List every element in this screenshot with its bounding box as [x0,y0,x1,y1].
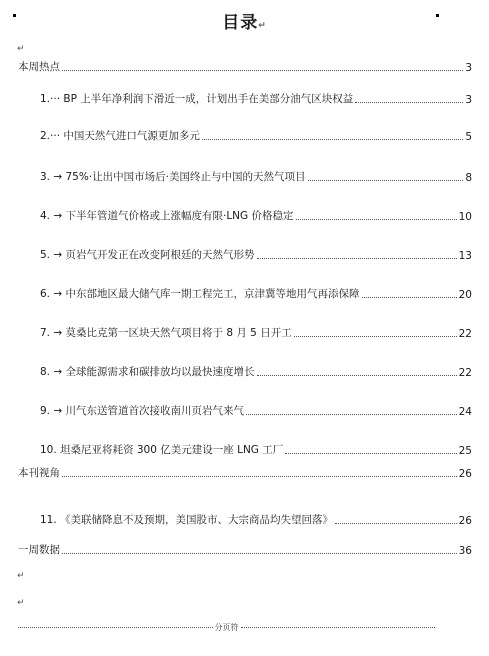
page-break-marker [18,621,435,633]
toc-entry-text: 2.··· 中国天然气进口气源更加多元 [40,130,200,142]
toc-entry-text: 6. → 中东部地区最大储气库一期工程完工，京津冀等地用气再添保障 [40,288,360,300]
toc-entry-page: 3 [465,94,472,106]
dot-leader [202,138,463,140]
dot-leader [308,179,464,181]
toc-entry-page: 22 [458,328,472,340]
toc-entry[interactable] [40,170,472,184]
toc-entry-page: 26 [458,515,472,527]
toc-entry-page: 22 [458,367,472,379]
toc-entry-page: 8 [465,172,472,184]
dot-leader [62,552,457,554]
toc-entry-text: 7. → 莫桑比克第一区块天然气项目将于 8 月 5 日开工 [40,327,292,339]
toc-entry-page: 26 [458,468,472,480]
dot-leader [257,257,457,259]
toc-entry[interactable] [40,365,472,379]
toc-entry-page: 36 [458,545,472,557]
toc-entry-text: 5. → 页岩气开发正在改变阿根廷的天然气形势 [40,249,255,261]
toc-entry-page: 5 [465,131,472,143]
dot-leader [62,69,463,71]
dot-leader [296,218,457,220]
dot-leader [62,475,457,477]
page-break-dots [18,626,213,628]
toc-entry[interactable] [40,209,472,223]
dot-leader [355,101,463,103]
toc-entry-page: 3 [465,62,472,74]
paragraph-mark: ↵ [17,571,25,581]
dot-leader [257,374,457,376]
toc-entry[interactable] [40,287,472,301]
dot-leader [246,413,457,415]
toc-entry-page: 24 [458,406,472,418]
page-break-dots [241,626,436,628]
toc-entry-text: 3. → 75%·让出中国市场后·美国终止与中国的天然气项目 [40,171,306,183]
toc-entry-section[interactable] [18,543,472,557]
margin-marker-left [13,14,16,17]
toc-entry[interactable] [40,129,472,143]
margin-marker-right [436,14,439,17]
toc-entry-page: 25 [458,445,472,457]
toc-entry-page: 13 [458,250,472,262]
toc-entry-section[interactable] [18,466,472,480]
toc-entry-page: 10 [458,211,472,223]
toc-entry-section[interactable] [18,60,472,74]
toc-entry[interactable] [40,404,472,418]
toc-title: 目录↵ [222,13,267,33]
toc-entry-text: 10. 坦桑尼亚将耗资 300 亿美元建设一座 LNG 工厂 [40,444,284,456]
dot-leader [335,522,457,524]
dot-leader [285,452,456,454]
toc-entry[interactable] [40,326,472,340]
dot-leader [362,296,457,298]
toc-entry-text: 本周热点 [18,61,60,73]
toc-entry[interactable] [40,248,472,262]
toc-entry-text: 本刊视角 [18,467,60,479]
toc-entry-text: 8. → 全球能源需求和碳排放均以最快速度增长 [40,366,255,378]
toc-entry[interactable] [40,513,472,527]
toc-entry-text: 4. → 下半年管道气价格或上涨幅度有限·LNG 价格稳定 [40,210,294,222]
paragraph-mark: ↵ [17,598,25,608]
toc-entry-page: 20 [458,289,472,301]
toc-entry[interactable] [40,443,472,457]
page-break-label: 分页符 [214,622,239,632]
toc-entry-text: 1.··· BP 上半年净利润下滑近一成，计划出手在美部分油气区块权益 [40,93,354,105]
toc-entry-text: 9. → 川气东送管道首次接收南川页岩气来气 [40,405,244,417]
dot-leader [294,335,457,337]
toc-entry[interactable] [40,92,472,106]
toc-entry-text: 一周数据 [18,544,60,556]
toc-entry-text: 11. 《美联储降息不及预期，美国股市、大宗商品均失望回落》 [40,514,334,526]
paragraph-mark: ↵ [17,44,25,54]
